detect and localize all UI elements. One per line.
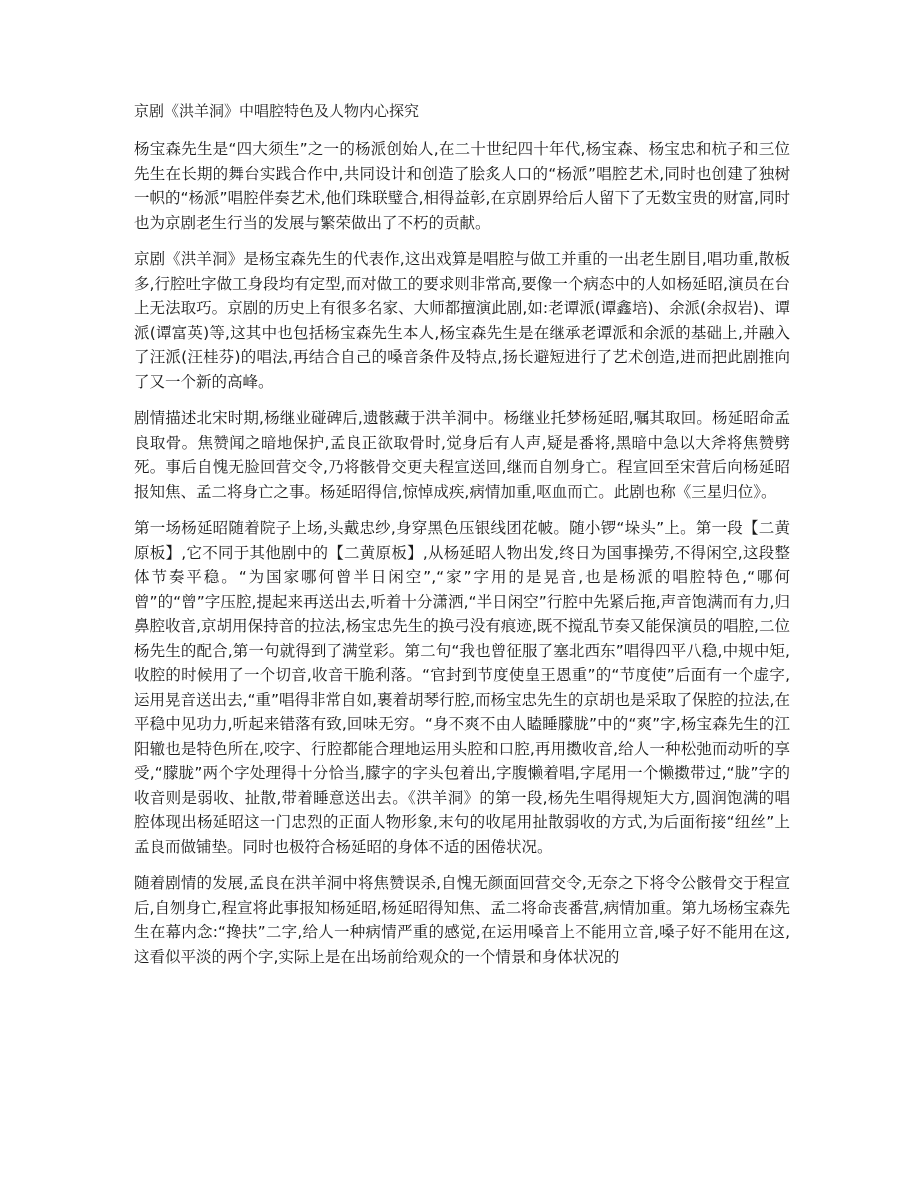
paragraph-first-scene: 第一场杨延昭随着院子上场,头戴忠纱,身穿黑色压银线团花帔。随小锣“垛头”上。第一段【二黄原板】,它不同于其他剧中的【二黄原板】,从杨延昭人物出发,终日为国事操劳,不得闲空,这段整体节奏平稳。“为国家哪何曾半日闲空”,“家”字用的是晃音,也是杨派的唱腔特色,“哪何曾”的“曾”字压腔,提起来再送出去,听着十分潇洒,“半日闲空”行腔中先紧后拖,声音饱满而有力,归鼻腔收音,京胡用保持音的拉法,杨宝忠先生的换弓没有痕迹,既不搅乱节奏又能保演员的唱腔,二位杨先生的配合,第一句就得到了满堂彩。第二句“我也曾征服了塞北西东”唱得四平八稳,中规中矩,收腔的时候用了一个切音,收音干脆利落。“官封到节度使皇王恩重”的“节度使”后面有一个虚字,运用晃音送出去,“重”唱得非常自如,裹着胡琴行腔,而杨宝忠先生的京胡也是采取了保腔的拉法,在平稳中见功力,听起来错落有致,回味无穷。“身不爽不由人瞌睡朦胧”中的“爽”字,杨宝森先生的江阳辙也是特色所在,咬字、行腔都能合理地运用头腔和口腔,再用擞收音,给人一种松弛而动听的享受,“朦胧”两个字处理得十分恰当,朦字的字头包着出,字腹懒着唱,字尾用一个懒擞带过,“胧”字的收音则是弱收、扯散,带着睡意送出去。《洪羊洞》的第一段,杨先生唱得规矩大方,圆润饱满的唱腔体现出杨延昭这一门忠烈的正面人物形象,末句的收尾用扯散弱收的方式,为后面衔接“纽丝”上孟良而做铺垫。同时也极符合杨延昭的身体不适的困倦状况。	[134, 519, 790, 856]
document-title: 京剧《洪羊洞》中唱腔特色及人物内心探究	[134, 102, 420, 120]
paragraph-intro: 杨宝森先生是“四大须生”之一的杨派创始人,在二十世纪四十年代,杨宝森、杨宝忠和杭子和三位先生在长期的舞台实践合作中,共同设计和创造了脍炙人口的“杨派”唱腔艺术,同时也创建了独树一帜的“杨派”唱腔伴奏艺术,他们珠联璧合,相得益彰,在京剧界给后人留下了无数宝贵的财富,同时也为京剧老生行当的发展与繁荣做出了不朽的贡献。	[134, 140, 790, 232]
paragraph-ninth-scene: 随着剧情的发展,孟良在洪羊洞中将焦赞误杀,自愧无颜面回营交令,无奈之下将令公骸骨交于程宣后,自刎身亡,程宣将此事报知杨延昭,杨延昭得知焦、孟二将命丧番营,病情加重。第九场杨宝森先生在幕内念:“搀扶”二字,给人一种病情严重的感觉,在运用嗓音上不能用立音,嗓子好不能用在这,这看似平淡的两个字,实际上是在出场前给观众的一个情景和身体状况的	[134, 874, 790, 966]
document-page	[134, 100, 790, 981]
paragraph-plot: 剧情描述北宋时期,杨继业碰碑后,遗骸藏于洪羊洞中。杨继业托梦杨延昭,嘱其取回。杨延昭命孟良取骨。焦赞闻之暗地保护,孟良正欲取骨时,觉身后有人声,疑是番将,黑暗中急以大斧将焦赞劈死。事后自愧无脸回营交令,乃将骸骨交更夫程宣送回,继而自刎身亡。程宣回至宋营后向杨延昭报知焦、孟二将身亡之事。杨延昭得信,惊悼成疾,病情加重,呕血而亡。此剧也称《三星归位》。	[134, 409, 790, 501]
paragraph-representative-work: 京剧《洪羊洞》是杨宝森先生的代表作,这出戏算是唱腔与做工并重的一出老生剧目,唱功重,散板多,行腔吐字做工身段均有定型,而对做工的要求则非常高,要像一个病态中的人如杨延昭,演员在台上无法取巧。京剧的历史上有很多名家、大师都擅演此剧,如:老谭派(谭鑫培)、余派(余叔岩)、谭派(谭富英)等,这其中也包括杨宝森先生本人,杨宝森先生是在继承老谭派和余派的基础上,并融入了汪派(汪桂芬)的唱法,再结合自己的嗓音条件及特点,扬长避短进行了艺术创造,进而把此剧推向了又一个新的高峰。	[134, 250, 790, 391]
